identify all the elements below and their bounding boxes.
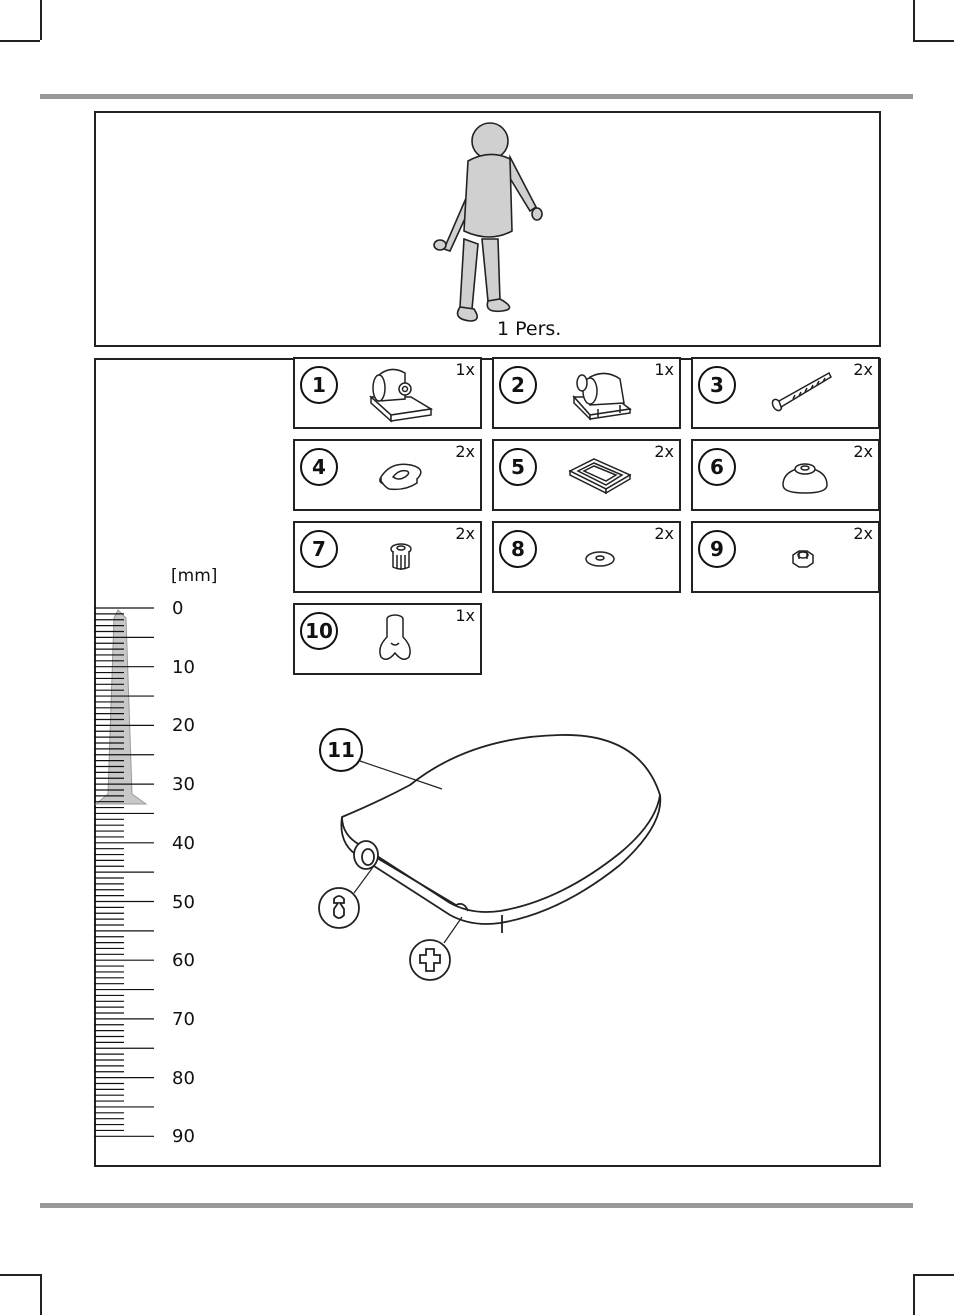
oval-washer-icon [355,443,435,507]
part-quantity: 2x [853,360,873,379]
header-rule [40,94,913,99]
part-6 [691,439,880,511]
ruler-tick-label: 50 [172,891,195,913]
part-quantity: 2x [455,442,475,461]
crop-mark [0,40,40,42]
hinge-left-icon [355,361,435,425]
ruler-scale [94,604,156,1140]
crop-mark [913,0,915,40]
crop-mark [913,1274,915,1315]
seat-part-number: 11 [319,728,363,772]
part-number: 2 [499,366,537,404]
ruler-tick-label: 90 [172,1126,195,1148]
part-number: 7 [300,530,338,568]
part-3 [691,357,880,429]
part-number: 8 [499,530,537,568]
part-quantity: 2x [654,524,674,543]
part-10 [293,603,482,675]
person-count-label: 1 Pers. [497,318,562,340]
anchor-plug-icon [355,525,435,589]
part-number: 3 [698,366,736,404]
part-4 [293,439,482,511]
part-2 [492,357,681,429]
ruler-tick-label: 80 [172,1067,195,1089]
part-number: 1 [300,366,338,404]
crop-mark [913,1274,954,1276]
flat-washer-icon [554,525,634,589]
part-quantity: 1x [654,360,674,379]
person-icon [426,119,546,324]
ruler-tick-label: 20 [172,715,195,737]
ruler-tick-label: 0 [172,598,184,619]
person-panel [94,111,881,347]
cone-cap-icon [753,443,833,507]
part-8 [492,521,681,593]
crop-mark [40,0,42,40]
ruler-unit-label: [mm] [171,566,218,586]
part-number: 9 [698,530,736,568]
part-9 [691,521,880,593]
part-5 [492,439,681,511]
part-quantity: 2x [853,524,873,543]
rubber-plate-icon [554,443,634,507]
part-7 [293,521,482,593]
crop-mark [40,1274,42,1315]
part-quantity: 2x [654,442,674,461]
part-1 [293,357,482,429]
part-quantity: 1x [455,606,475,625]
part-number: 4 [300,448,338,486]
wrench-key-icon [355,607,435,671]
part-quantity: 2x [455,524,475,543]
ruler-tick-label: 30 [172,774,195,796]
crop-mark [913,40,954,42]
ruler-tick-label: 60 [172,950,195,972]
hinge-right-icon [554,361,634,425]
ruler-tick-label: 70 [172,1008,195,1030]
nut-icon [753,525,833,589]
part-number: 10 [300,612,338,650]
bolt-icon [753,361,833,425]
ruler-tick-label: 10 [172,656,195,678]
part-quantity: 2x [853,442,873,461]
part-number: 5 [499,448,537,486]
crop-mark [0,1274,40,1276]
part-number: 6 [698,448,736,486]
part-quantity: 1x [455,360,475,379]
footer-rule [40,1203,913,1208]
ruler-tick-label: 40 [172,832,195,854]
